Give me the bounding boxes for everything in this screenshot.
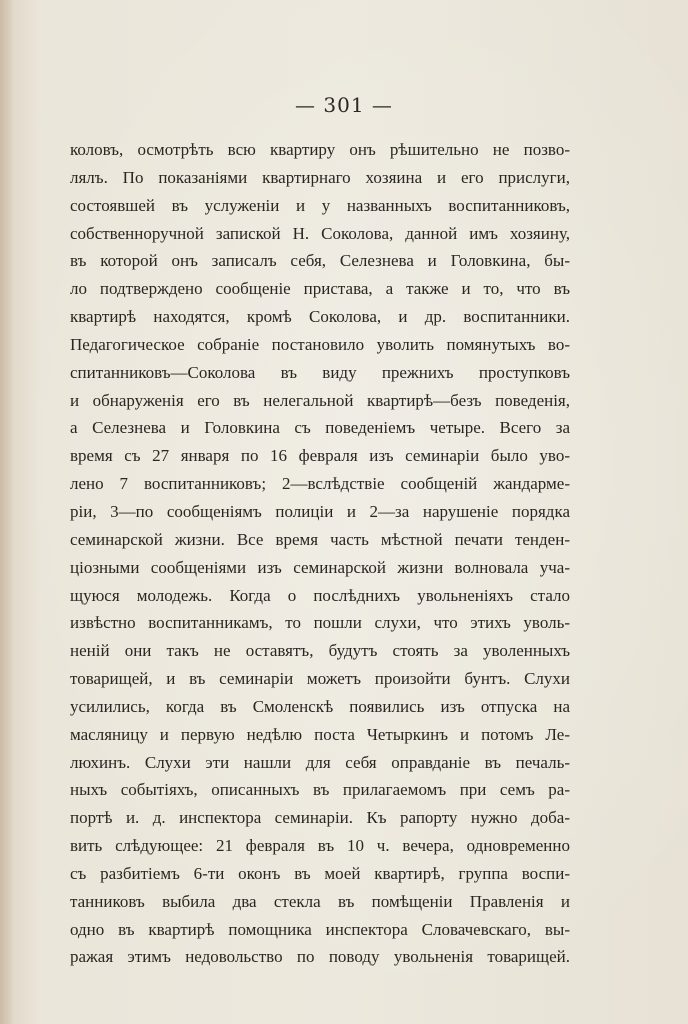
text-line: ныхъ событіяхъ, описанныхъ въ прилагаемомъ при семъ ра- — [70, 780, 570, 800]
text-line: квартирѣ находятся, кромѣ Соколова, и др. воспитанники. — [70, 307, 570, 327]
text-line: ціозными сообщеніями изъ семинарской жизни волновала уча- — [70, 557, 570, 577]
text-line: Педагогическое собраніе постановило уволить помянутыхъ во- — [70, 334, 570, 354]
text-line: ражая этимъ недовольство по поводу увольненія товарищей. — [70, 947, 570, 967]
text-line: ріи, 3—по сообщеніямъ полиціи и 2—за нарушеніе порядка — [70, 501, 570, 521]
text-line: танниковъ выбила два стекла въ помѣщеніи Правленія и — [70, 891, 570, 911]
text-line: ло подтверждено сообщеніе пристава, а также и то, что въ — [70, 279, 570, 299]
text-line: собственноручной запиской Н. Соколова, данной имъ хозяину, — [70, 223, 570, 243]
text-line: вить слѣдующее: 21 февраля въ 10 ч. вечера, одновременно — [70, 836, 570, 856]
text-line: усилились, когда въ Смоленскѣ появились изъ отпуска на — [70, 696, 570, 716]
text-line: спитанниковъ—Соколова въ виду прежнихъ проступковъ — [70, 362, 570, 382]
text-line: лено 7 воспитанниковъ; 2—вслѣдствіе сообщеній жандарме- — [70, 474, 570, 494]
text-line: коловъ, осмотрѣть всю квартиру онъ рѣшительно не позво- — [70, 140, 570, 159]
text-line: извѣстно воспитанникамъ, то пошли слухи, что этихъ уволь- — [70, 613, 570, 633]
text-line: время съ 27 января по 16 февраля изъ семинаріи было уво- — [70, 446, 570, 466]
text-line: семинарской жизни. Все время часть мѣстной печати тенден- — [70, 529, 570, 549]
text-line: съ разбитіемъ 6-ти оконъ въ моей квартирѣ, группа воспи- — [70, 863, 570, 883]
text-line: неній они такъ не оставятъ, будутъ стоять за уволенныхъ — [70, 641, 570, 661]
text-line: портѣ и. д. инспектора семинаріи. Къ рапорту нужно доба- — [70, 808, 570, 828]
text-line: щуюся молодежь. Когда о послѣднихъ увольненіяхъ стало — [70, 585, 570, 605]
text-line: состоявшей въ услуженіи и у названныхъ воспитанниковъ, — [70, 195, 570, 215]
text-line: масляницу и первую недѣлю поста Четыркинъ и потомъ Ле- — [70, 724, 570, 744]
text-line: лялъ. По показаніями квартирнаго хозяина и его прислуги, — [70, 167, 570, 187]
text-line: одно въ квартирѣ помощника инспектора Словачевскаго, вы- — [70, 919, 570, 939]
text-line: люхинъ. Слухи эти нашли для себя оправданіе въ печаль- — [70, 752, 570, 772]
text-line: въ которой онъ записалъ себя, Селезнева и Головкина, бы- — [70, 251, 570, 271]
page-number: — 301 — — [295, 93, 393, 117]
page-binding-edge — [0, 0, 14, 1024]
body-text — [70, 136, 570, 971]
text-line: товарищей, и въ семинаріи можетъ произойти бунтъ. Слухи — [70, 669, 570, 689]
text-line: а Селезнева и Головкина съ поведеніемъ четыре. Всего за — [70, 418, 570, 438]
text-line: и обнаруженія его въ нелегальной квартирѣ—безъ поведенія, — [70, 390, 570, 410]
